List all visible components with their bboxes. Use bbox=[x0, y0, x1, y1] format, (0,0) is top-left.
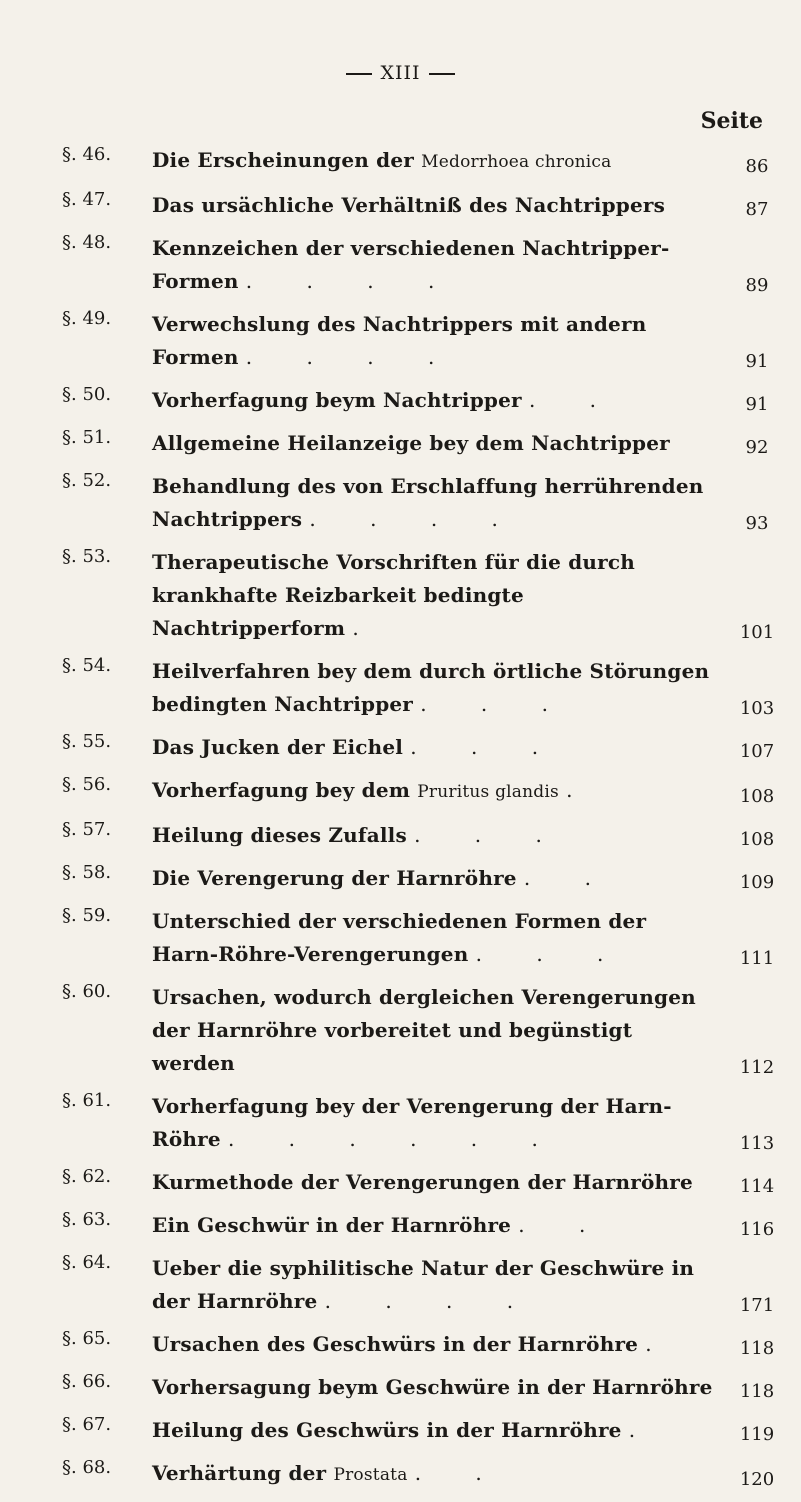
toc-entry bbox=[62, 981, 782, 1080]
entry-title bbox=[152, 470, 714, 536]
section-number: §. 58. bbox=[62, 862, 112, 883]
dot-leaders: . . bbox=[518, 1213, 610, 1237]
toc-entry bbox=[62, 546, 782, 645]
entry-title bbox=[152, 862, 714, 895]
dot-leaders: . . bbox=[414, 1461, 506, 1485]
entry-title bbox=[152, 1414, 714, 1447]
page-number: XIII bbox=[380, 62, 421, 84]
entry-latin-term: Pruritus glandis bbox=[417, 782, 559, 802]
toc-entry bbox=[62, 774, 782, 809]
page-reference: 119 bbox=[739, 1424, 775, 1445]
dot-leaders: . . . . . . bbox=[227, 1127, 562, 1151]
entry-title bbox=[152, 1328, 714, 1361]
section-number: §. 49. bbox=[62, 308, 112, 329]
page-reference: 87 bbox=[745, 199, 769, 220]
toc-entry bbox=[62, 862, 782, 895]
section-number: §. 65. bbox=[62, 1328, 112, 1349]
toc-entry bbox=[62, 308, 782, 374]
entry-title bbox=[152, 1209, 714, 1242]
entry-title-text: Ursachen des Geschwürs in der Harnröhre bbox=[152, 1332, 639, 1356]
entry-title-text: Vorhersagung beym Geschwüre in der Harnröhre bbox=[152, 1375, 713, 1399]
section-number: §. 51. bbox=[62, 427, 112, 448]
dot-leaders: . bbox=[566, 778, 597, 802]
toc-entry bbox=[62, 1414, 782, 1447]
entry-title-text: Verhärtung der bbox=[152, 1461, 327, 1485]
toc-entry bbox=[62, 144, 782, 179]
toc-entry bbox=[62, 731, 782, 764]
section-number: §. 54. bbox=[62, 655, 112, 676]
dot-leaders: . . . bbox=[410, 735, 563, 759]
entry-title bbox=[152, 546, 714, 645]
entry-title bbox=[152, 655, 714, 721]
entry-title bbox=[152, 731, 714, 764]
page-reference: 86 bbox=[745, 156, 769, 177]
entry-title bbox=[152, 189, 714, 222]
page-reference: 111 bbox=[739, 948, 775, 969]
section-number: §. 66. bbox=[62, 1371, 112, 1392]
page-reference: 101 bbox=[739, 622, 775, 643]
toc-entry bbox=[62, 1328, 782, 1361]
entry-title bbox=[152, 384, 714, 417]
section-number: §. 63. bbox=[62, 1209, 112, 1230]
section-number: §. 55. bbox=[62, 731, 112, 752]
toc-entry bbox=[62, 232, 782, 298]
page-reference: 116 bbox=[739, 1219, 775, 1240]
header-dash-right bbox=[429, 73, 455, 75]
toc-entry bbox=[62, 1252, 782, 1318]
page-header bbox=[0, 62, 801, 84]
page-reference: 120 bbox=[739, 1469, 775, 1490]
toc-entry bbox=[62, 427, 782, 460]
entry-title-text: Heilung des Geschwürs in der Harnröhre bbox=[152, 1418, 622, 1442]
entry-title-text: Vorherfagung bey dem bbox=[152, 778, 411, 802]
dot-leaders: . . . bbox=[475, 942, 628, 966]
entry-title-text: Das ursächliche Verhältniß des Nachtrippers bbox=[152, 193, 666, 217]
entry-title bbox=[152, 819, 714, 852]
toc-entry bbox=[62, 655, 782, 721]
section-number: §. 46. bbox=[62, 144, 112, 165]
toc-entry bbox=[62, 1457, 782, 1492]
table-of-contents bbox=[62, 144, 782, 1502]
dot-leaders: . . . . bbox=[309, 507, 522, 531]
entry-title-text: Heilverfahren bey dem durch örtliche Störungen bedingten Nachtripper bbox=[152, 659, 710, 716]
entry-title bbox=[152, 1090, 714, 1156]
section-number: §. 53. bbox=[62, 546, 112, 567]
entry-title-text: Ein Geschwür in der Harnröhre bbox=[152, 1213, 512, 1237]
entry-title-text: Behandlung des von Erschlaffung herrührenden Nachtrippers bbox=[152, 474, 704, 531]
section-number: §. 48. bbox=[62, 232, 112, 253]
section-number: §. 62. bbox=[62, 1166, 112, 1187]
page-reference: 89 bbox=[745, 275, 769, 296]
entry-title-text: Die Erscheinungen der bbox=[152, 148, 414, 172]
section-number: §. 68. bbox=[62, 1457, 112, 1478]
entry-title bbox=[152, 308, 714, 374]
dot-leaders: . bbox=[645, 1332, 676, 1356]
entry-title bbox=[152, 427, 714, 460]
page-reference: 109 bbox=[739, 872, 775, 893]
section-number: §. 64. bbox=[62, 1252, 112, 1273]
toc-entry bbox=[62, 905, 782, 971]
toc-entry bbox=[62, 189, 782, 222]
toc-entry bbox=[62, 384, 782, 417]
page-reference: 91 bbox=[745, 351, 769, 372]
entry-title-text: Heilung dieses Zufalls bbox=[152, 823, 407, 847]
entry-title-text: Unterschied der verschiedenen Formen der Harn-Röhre-Verengerungen bbox=[152, 909, 647, 966]
dot-leaders: . bbox=[628, 1418, 660, 1442]
entry-title-text: Vorherfagung beym Nachtripper bbox=[152, 388, 522, 412]
page-column-header: Seite bbox=[700, 108, 763, 134]
entry-title bbox=[152, 1252, 714, 1318]
page-reference: 108 bbox=[739, 829, 775, 850]
section-number: §. 59. bbox=[62, 905, 112, 926]
dot-leaders: . . . . bbox=[245, 345, 459, 369]
page-reference: 171 bbox=[739, 1295, 775, 1316]
section-number: §. 60. bbox=[62, 981, 112, 1002]
entry-latin-term: Medorrhoea chronica bbox=[421, 152, 612, 172]
page-reference: 92 bbox=[745, 437, 769, 458]
entry-title bbox=[152, 1166, 714, 1199]
section-number: §. 67. bbox=[62, 1414, 112, 1435]
toc-entry bbox=[62, 819, 782, 852]
toc-entry bbox=[62, 470, 782, 536]
section-number: §. 52. bbox=[62, 470, 112, 491]
toc-entry bbox=[62, 1371, 782, 1404]
page-reference: 91 bbox=[745, 394, 769, 415]
dot-leaders: . . . bbox=[414, 823, 566, 847]
entry-title bbox=[152, 905, 714, 971]
entry-title bbox=[152, 232, 714, 298]
page-reference: 114 bbox=[739, 1176, 775, 1197]
section-number: §. 61. bbox=[62, 1090, 112, 1111]
entry-latin-term: Prostata bbox=[333, 1465, 408, 1485]
entry-title-text: Das Jucken der Eichel bbox=[152, 735, 404, 759]
page-reference: 107 bbox=[739, 741, 775, 762]
toc-entry bbox=[62, 1209, 782, 1242]
entry-title-text: Die Verengerung der Harnröhre bbox=[152, 866, 517, 890]
toc-entry bbox=[62, 1166, 782, 1199]
dot-leaders: . . . bbox=[420, 692, 573, 716]
section-number: §. 57. bbox=[62, 819, 112, 840]
page-reference: 108 bbox=[739, 786, 775, 807]
entry-title-text: Ueber die syphilitische Natur der Geschwüre in der Harnröhre bbox=[152, 1256, 695, 1313]
page-reference: 112 bbox=[739, 1057, 775, 1078]
entry-title-text: Allgemeine Heilanzeige bey dem Nachtripper bbox=[152, 431, 670, 455]
dot-leaders: . . bbox=[523, 866, 615, 890]
entry-title bbox=[152, 1457, 714, 1492]
entry-title-text: Verwechslung des Nachtrippers mit andern Formen bbox=[152, 312, 647, 369]
dot-leaders: . . . . bbox=[245, 269, 459, 293]
entry-title-text: Therapeutische Vorschriften für die durch krankhafte Reizbarkeit bedingte Nachtripperform bbox=[152, 550, 636, 640]
entry-title-text: Kurmethode der Verengerungen der Harnröhre bbox=[152, 1170, 693, 1194]
entry-title bbox=[152, 774, 714, 809]
section-number: §. 50. bbox=[62, 384, 112, 405]
header-dash-left bbox=[346, 73, 372, 75]
entry-title-text: Ursachen, wodurch dergleichen Verengerungen der Harnröhre vorbereitet und begünstigt werden bbox=[152, 985, 696, 1075]
dot-leaders: . . bbox=[528, 388, 621, 412]
entry-title bbox=[152, 1371, 714, 1404]
page-reference: 93 bbox=[745, 513, 769, 534]
dot-leaders: . bbox=[352, 616, 383, 640]
page-reference: 118 bbox=[739, 1381, 775, 1402]
page-reference: 113 bbox=[739, 1133, 775, 1154]
section-number: §. 56. bbox=[62, 774, 112, 795]
page-reference: 118 bbox=[739, 1338, 775, 1359]
toc-entry bbox=[62, 1090, 782, 1156]
entry-title-text: Kennzeichen der verschiedenen Nachtripper-Formen bbox=[152, 236, 670, 293]
entry-title bbox=[152, 981, 714, 1080]
entry-title bbox=[152, 144, 714, 179]
entry-title-text: Vorherfagung bey der Verengerung der Harn-Röhre bbox=[152, 1094, 672, 1151]
dot-leaders: . . . . bbox=[324, 1289, 538, 1313]
section-number: §. 47. bbox=[62, 189, 112, 210]
page-reference: 103 bbox=[739, 698, 775, 719]
